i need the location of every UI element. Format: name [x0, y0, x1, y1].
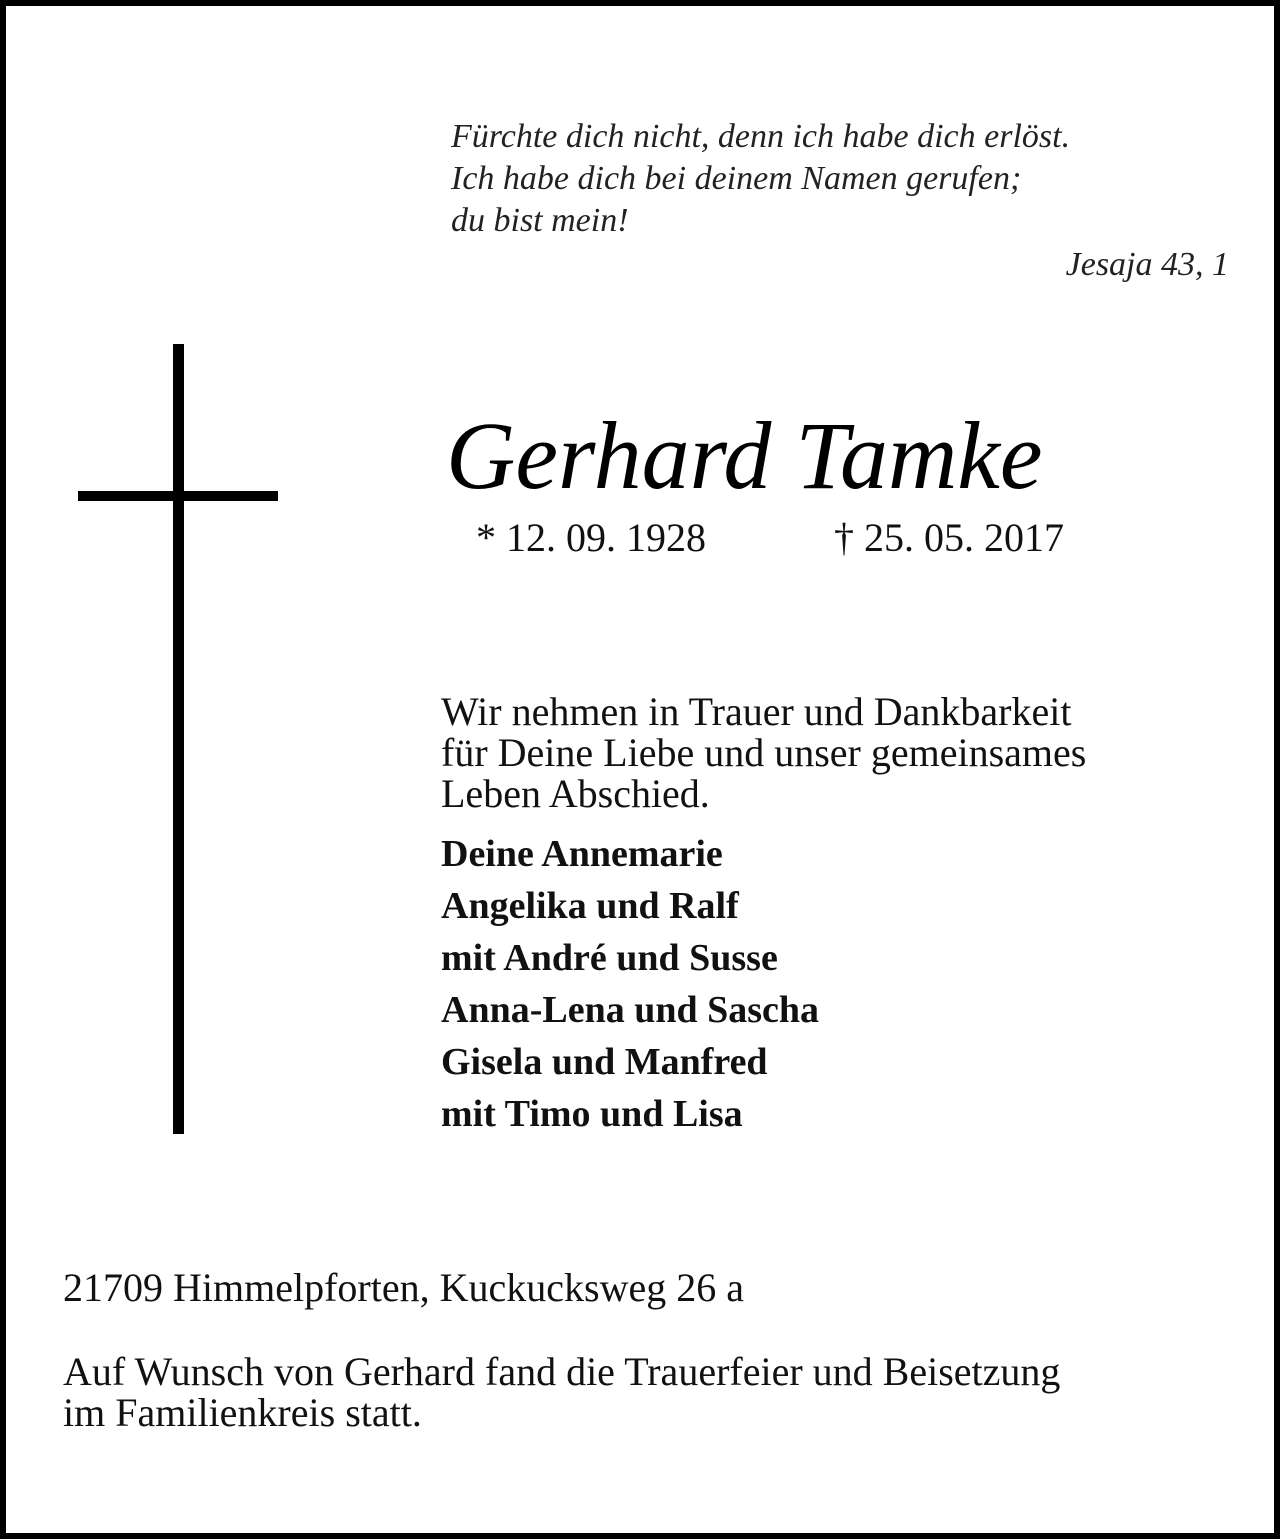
- birth-date: * 12. 09. 1928: [476, 515, 706, 560]
- deceased-name: Gerhard Tamke: [446, 402, 1043, 509]
- message-line: für Deine Liebe und unser gemeinsames: [441, 730, 1087, 775]
- message-line: Leben Abschied.: [441, 771, 710, 816]
- notice-line: im Familienkreis statt.: [63, 1390, 422, 1435]
- mourners-list: [441, 828, 1241, 1140]
- life-dates: [476, 514, 1064, 562]
- cross-vertical-bar: [173, 344, 184, 1134]
- mourner-name: Anna-Lena und Sascha: [441, 989, 820, 1031]
- mourner-name: Angelika und Ralf: [441, 885, 739, 927]
- mourner-name: mit André und Susse: [441, 937, 778, 979]
- death-date: † 25. 05. 2017: [834, 515, 1064, 560]
- message-line: Wir nehmen in Trauer und Dankbarkeit: [441, 689, 1072, 734]
- quote-line: Fürchte dich nicht, denn ich habe dich erlöst.: [451, 118, 1071, 155]
- mourner-name: Deine Annemarie: [441, 833, 723, 875]
- bible-quote: [451, 116, 1231, 286]
- quote-line: du bist mein!: [451, 202, 629, 239]
- cross-icon: [78, 344, 278, 1134]
- mourner-name: Gisela und Manfred: [441, 1041, 768, 1083]
- family-address: 21709 Himmelpforten, Kuckucksweg 26 a: [63, 1265, 744, 1310]
- notice-line: Auf Wunsch von Gerhard fand die Trauerfeier und Beisetzung: [63, 1349, 1061, 1394]
- farewell-message: [441, 691, 1241, 814]
- quote-source: Jesaja 43, 1: [1065, 246, 1229, 283]
- funeral-notice: [63, 1351, 1243, 1433]
- cross-horizontal-bar: [78, 491, 278, 501]
- quote-line: Ich habe dich bei deinem Namen gerufen;: [451, 160, 1022, 197]
- mourner-name: mit Timo und Lisa: [441, 1093, 743, 1135]
